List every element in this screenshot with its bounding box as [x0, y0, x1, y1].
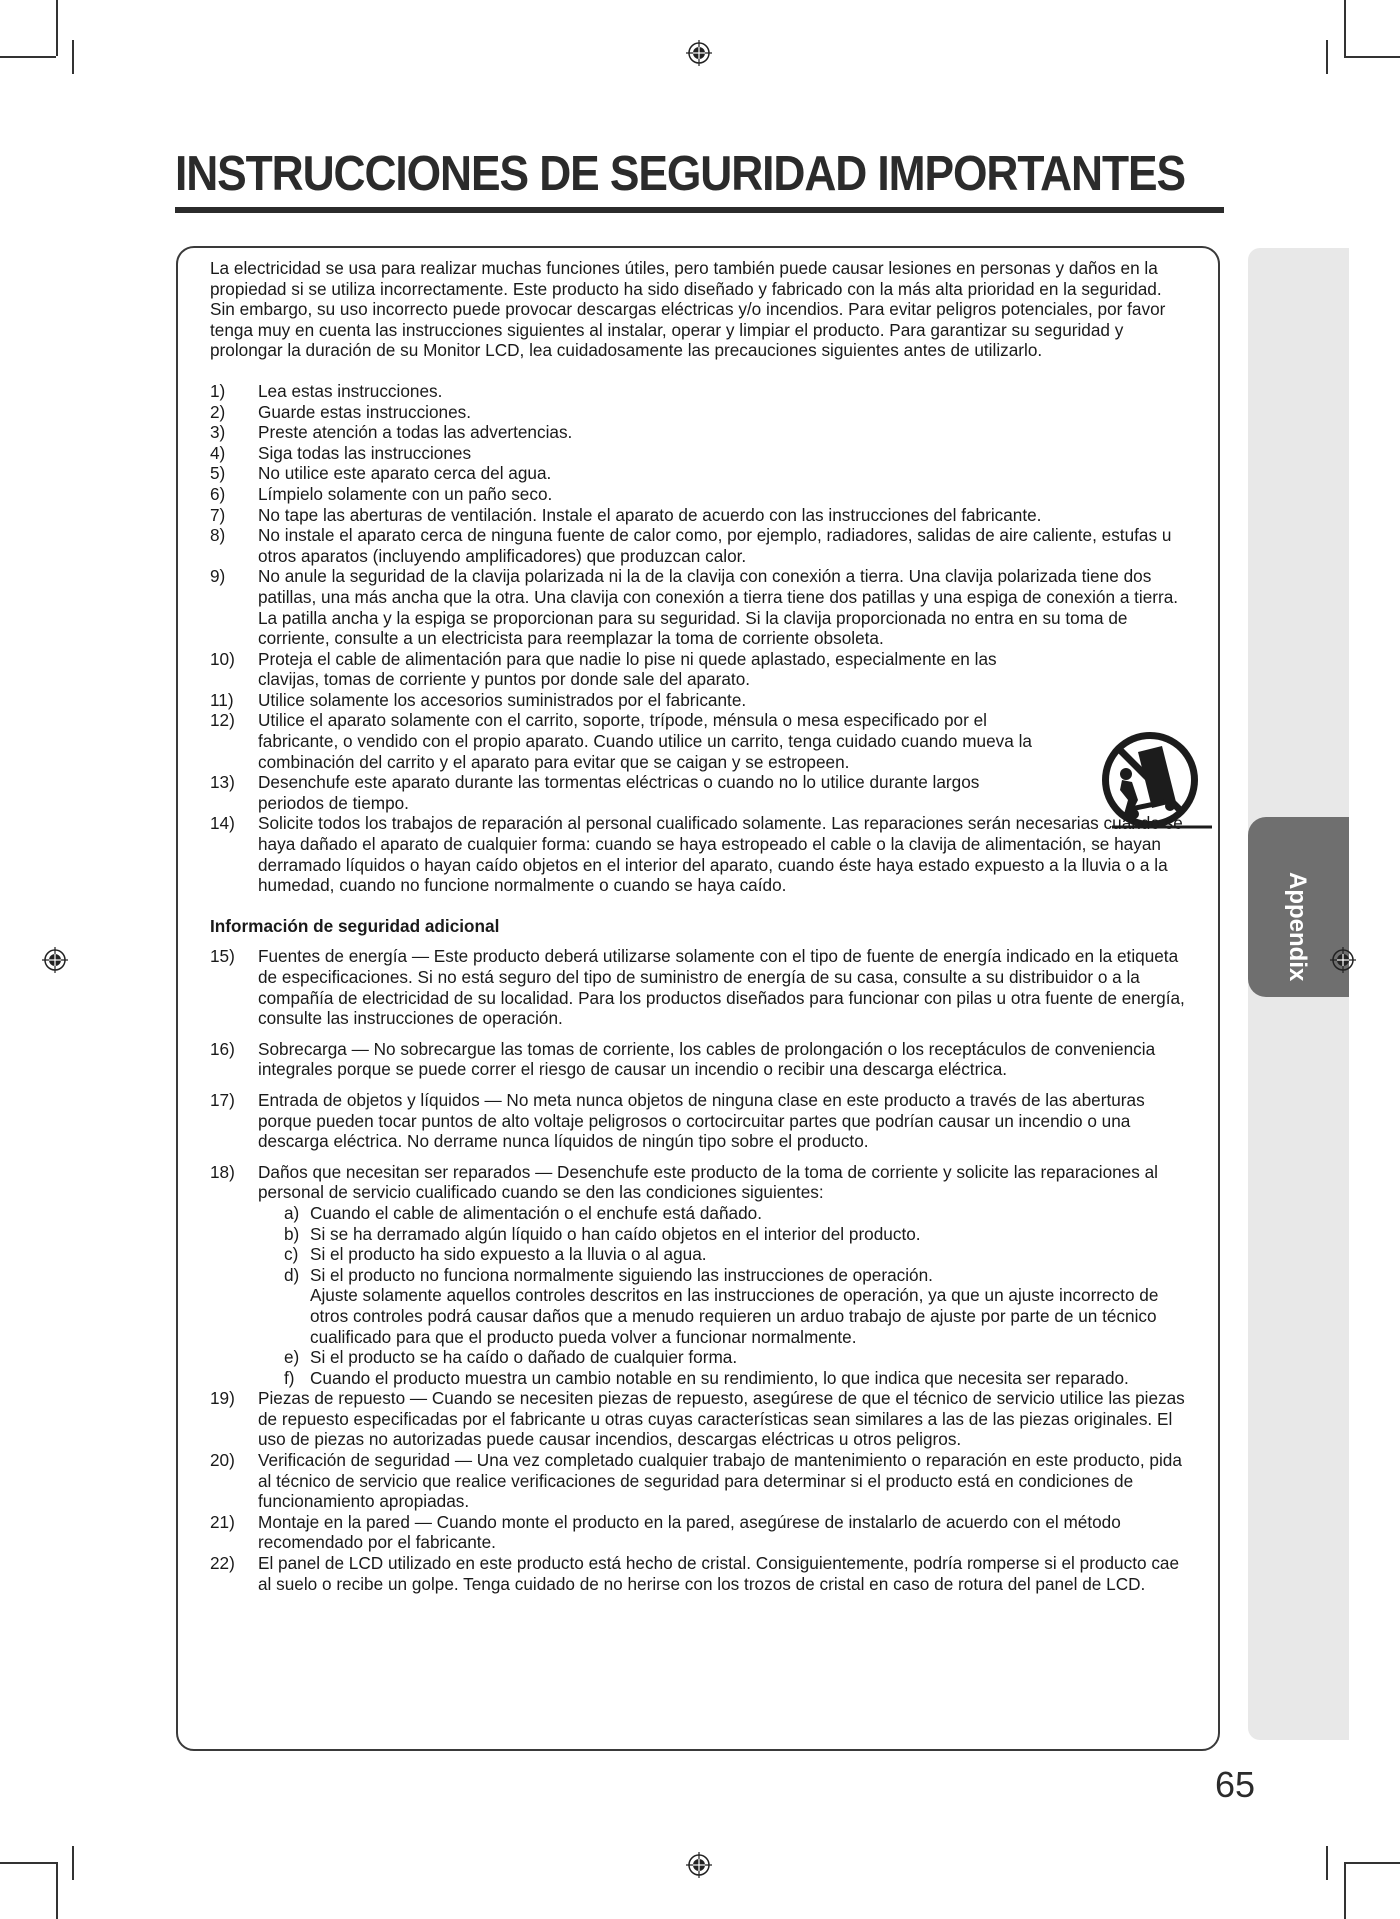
item-number: 22): [210, 1553, 235, 1574]
item-number: 7): [210, 504, 226, 525]
item-text: Verificación de seguridad — Una vez completado cualquier trabajo de mantenimiento o reparación en este producto, pida al técnico de servicio que realice verificaciones de seguridad para determinar si el producto está en condiciones de funcionamiento apropiadas.: [258, 1450, 1182, 1512]
instructions-content: [210, 258, 1190, 1594]
sub-list-item: [284, 1347, 1190, 1368]
item-text: No tape las aberturas de ventilación. Instale el aparato de acuerdo con las instrucciones del fabricante.: [258, 504, 1042, 525]
item-number: 10): [210, 648, 235, 669]
additional-heading: Información de seguridad adicional: [210, 915, 500, 936]
item-text: No utilice este aparato cerca del agua.: [258, 463, 552, 484]
item-number: 19): [210, 1388, 235, 1409]
item-text: Utilice el aparato solamente con el carrito, soporte, trípode, ménsula o mesa especificado por el fabricante, o vendido con el propio aparato. Cuando utilice un carrito, tenga cuidado cuando mueva la combinación del carrito y el aparato para evitar que se caigan y se estropeen.: [258, 710, 1032, 772]
sub-item-letter: e): [284, 1347, 300, 1368]
item-number: 8): [210, 525, 226, 546]
list-item: [210, 484, 1190, 505]
registration-mark-icon: [686, 1852, 712, 1878]
crop-mark: [1344, 56, 1400, 58]
appendix-tab-label: Appendix: [1284, 872, 1311, 982]
list-item: [210, 381, 1190, 402]
sub-item-note: Ajuste solamente aquellos controles descritos en las instrucciones de operación, ya que un ajuste incorrecto de otros controles podrá causar daños que a menudo requieren un arduo trabajo de ajuste por parte de un técnico cualificado para que el producto pueda volver a funcionar normalmente.: [310, 1285, 1159, 1347]
item-text: Fuentes de energía — Este producto deberá utilizarse solamente con el tipo de fuente de energía indicado en la etiqueta de especificaciones. Si no está seguro del tipo de suministro de energía de su casa, consulte a su distribuidor o a la compañía de electricidad de su localidad. Para los productos diseñados para funcionar con pilas u otra fuente de energía, consulte las instrucciones de operación.: [258, 946, 1185, 1029]
registration-mark-icon: [42, 947, 68, 973]
item-number: 4): [210, 442, 226, 463]
list-item: [210, 566, 1190, 648]
item-number: 11): [210, 689, 234, 710]
crop-mark: [56, 0, 58, 56]
list-item: [210, 525, 1190, 566]
crop-mark: [72, 40, 74, 74]
item-text: Guarde estas instrucciones.: [258, 401, 472, 422]
intro-paragraph: La electricidad se usa para realizar muchas funciones útiles, pero también puede causar lesiones en personas y daños en la propiedad si se utiliza incorrectamente. Este producto ha sido diseñado y fabricado con la más alta prioridad en la seguridad. Sin embargo, su uso incorrecto puede provocar descargas eléctricas y/o incendios. Para evitar peligros potenciales, por favor tenga muy en cuenta las instrucciones siguientes al instalar, operar y limpiar el producto. Para garantizar su seguridad y prolongar la duración de su Monitor LCD, lea cuidadosamente las precauciones siguientes antes de utilizarlo.: [210, 258, 1166, 361]
list-item: [210, 1039, 1190, 1080]
sub-list-item: [284, 1367, 1190, 1389]
sub-item-letter: f): [284, 1367, 295, 1388]
list-item: [210, 505, 1190, 526]
sub-item-text: Si el producto ha sido expuesto a la lluvia o al agua.: [310, 1244, 707, 1265]
sub-list-item: [284, 1264, 1190, 1347]
item-number: 18): [210, 1161, 235, 1182]
item-number: 5): [210, 463, 226, 484]
crop-mark: [1344, 1862, 1400, 1864]
item-number: 21): [210, 1511, 235, 1532]
list-item: [210, 1162, 1190, 1389]
crop-mark: [1326, 1846, 1328, 1880]
sub-item-letter: d): [284, 1264, 300, 1285]
safety-list: [210, 381, 1190, 896]
sub-item-letter: b): [284, 1223, 300, 1244]
list-item: [210, 813, 1190, 895]
item-text: Montaje en la pared — Cuando monte el producto en la pared, asegúrese de instalarlo de acuerdo con el método recomendado por el fabricante.: [258, 1511, 1121, 1553]
item-text: Entrada de objetos y líquidos — No meta nunca objetos de ninguna clase en este producto a través de las aberturas porque pueden tocar puntos de alto voltaje peligrosos o cortocircuitar partes que podrían causar un incendio o una descarga eléctrica. No derrame nunca líquidos de ningún tipo sobre el producto.: [258, 1089, 1145, 1152]
additional-list: [210, 946, 1190, 1594]
sub-item-text: Cuando el cable de alimentación o el enchufe está dañado.: [310, 1202, 762, 1223]
sub-list-item: [284, 1202, 1190, 1224]
sub-item-text: Si se ha derramado algún líquido o han caído objetos en el interior del producto.: [310, 1223, 921, 1244]
item-text: Siga todas las instrucciones: [258, 442, 472, 463]
sub-item-letter: a): [284, 1202, 300, 1223]
list-item: [210, 402, 1190, 423]
registration-mark-icon: [686, 40, 712, 66]
page-title: INSTRUCCIONES DE SEGURIDAD IMPORTANTES: [175, 147, 1185, 201]
sub-item-text: Si el producto no funciona normalmente siguiendo las instrucciones de operación.: [310, 1264, 933, 1285]
item-text: Preste atención a todas las advertencias.: [258, 422, 573, 443]
item-number: 9): [210, 566, 226, 587]
item-text: Proteja el cable de alimentación para que nadie lo pise ni quede aplastado, especialmente en las clavijas, tomas de corriente y puntos por donde sale del aparato.: [258, 648, 997, 690]
title-rule: [175, 207, 1224, 213]
item-number: 3): [210, 422, 226, 443]
item-number: 12): [210, 710, 235, 731]
list-item: [210, 422, 1190, 443]
item-number: 16): [210, 1038, 235, 1059]
list-item: [210, 1388, 1190, 1450]
item-text: No instale el aparato cerca de ninguna fuente de calor como, por ejemplo, radiadores, salidas de aire caliente, estufas u otros aparatos (incluyendo amplificadores) que produzcan calor.: [258, 525, 1172, 566]
sub-list-item: [284, 1244, 1190, 1265]
sub-item-letter: c): [284, 1244, 299, 1265]
list-item: [210, 1450, 1190, 1512]
item-text: Lea estas instrucciones.: [258, 380, 443, 401]
registration-mark-icon: [1330, 947, 1356, 973]
sub-item-text: Si el producto se ha caído o dañado de cualquier forma.: [310, 1347, 738, 1368]
item-text: Desenchufe este aparato durante las tormentas eléctricas o cuando no lo utilice durante largos periodos de tiempo.: [258, 772, 980, 813]
item-text: Sobrecarga — No sobrecargue las tomas de corriente, los cables de prolongación o los receptáculos de conveniencia integrales porque se puede correr el riesgo de causar un incendio o recibir una descarga eléctrica.: [258, 1038, 1156, 1080]
crop-mark: [72, 1846, 74, 1880]
crop-mark: [0, 1862, 56, 1864]
crop-mark: [1326, 40, 1328, 74]
list-item: [210, 649, 1190, 690]
list-item: [210, 443, 1190, 464]
crop-mark: [56, 1862, 58, 1919]
item-number: 1): [210, 380, 226, 401]
page-number: 65: [1215, 1764, 1256, 1805]
item-number: 17): [210, 1089, 235, 1110]
list-item: [210, 690, 1190, 711]
item-text: El panel de LCD utilizado en este producto está hecho de cristal. Consiguientemente, podría romperse si el producto cae al suelo o recibe un golpe. Tenga cuidado de no herirse con los trozos de cristal en caso de rotura del panel de LCD.: [258, 1553, 1180, 1594]
item-number: 15): [210, 946, 235, 967]
item-number: 2): [210, 401, 226, 422]
list-item: [210, 710, 1190, 772]
item-text: Piezas de repuesto — Cuando se necesiten piezas de repuesto, asegúrese de que el técnico de servicio utilice las piezas de repuesto especificadas por el fabricante u otras cuyas características sean similares a las de las piezas originales. El uso de piezas no autorizadas puede causar incendios, descargas eléctricas u otros peligros.: [258, 1388, 1185, 1450]
list-item: [210, 1553, 1190, 1594]
item-number: 13): [210, 772, 235, 793]
crop-mark: [0, 56, 56, 58]
item-text: Daños que necesitan ser reparados — Desenchufe este producto de la toma de corriente y solicite las reparaciones al personal de servicio cualificado cuando se den las condiciones siguientes:: [258, 1161, 1158, 1203]
item-text: No anule la seguridad de la clavija polarizada ni la de la clavija con conexión a tierra. Una clavija polarizada tiene dos patillas, una más ancha que la otra. Una clavija con conexión a tierra tiene dos patillas y una espiga de conexión a tierra. La patilla ancha y la espiga se proporcionan para su seguridad. Si la clavija proporcionada no entra en su toma de corriente, consulte a un electricista para reemplazar la toma de corriente obsoleta.: [258, 566, 1179, 649]
list-item: [210, 1512, 1190, 1553]
sub-list: [258, 1203, 1190, 1388]
item-number: 6): [210, 483, 226, 504]
item-number: 20): [210, 1450, 235, 1471]
list-item: [210, 1090, 1190, 1152]
item-text: Solicite todos los trabajos de reparación al personal cualificado solamente. Las reparaciones serán necesarias cuando se haya dañado el aparato de cualquier forma: cuando se haya estropeado el cable o la clavija de alimentación, se hayan derramado líquidos o hayan caído objetos en el interior del aparato, cuando éste haya estado expuesto a la lluvia o a la humedad, cuando no funcione normalmente o cuando se haya caído.: [258, 813, 1183, 896]
item-number: 14): [210, 813, 235, 834]
list-item: [210, 772, 1190, 813]
crop-mark: [1344, 0, 1346, 56]
item-text: Utilice solamente los accesorios suministrados por el fabricante.: [258, 689, 747, 710]
sub-list-item: [284, 1223, 1190, 1245]
list-item: [210, 463, 1190, 484]
crop-mark: [1344, 1862, 1346, 1919]
sub-item-text: Cuando el producto muestra un cambio notable en su rendimiento, lo que indica que necesita ser reparado.: [310, 1367, 1129, 1388]
list-item: [210, 946, 1190, 1028]
item-text: Límpielo solamente con un paño seco.: [258, 483, 553, 504]
